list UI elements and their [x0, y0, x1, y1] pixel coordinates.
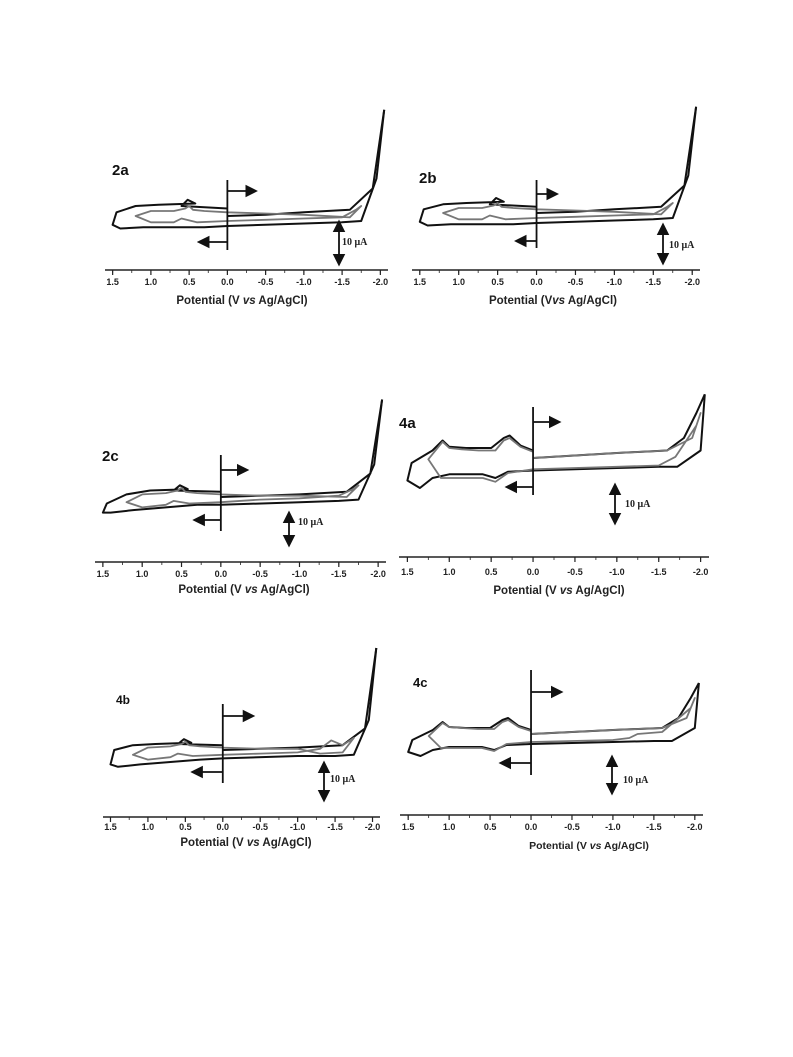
scale-label: 10 μA	[623, 775, 649, 786]
x-axis-label: Potential (V vs Ag/AgCl)	[493, 585, 625, 597]
cv-panel-2c	[90, 355, 388, 605]
scale-label: 10 μA	[342, 237, 368, 248]
x-tick-label: -2.0	[687, 822, 703, 832]
x-tick-label: -1.5	[327, 822, 343, 832]
series-reverse-scan	[537, 107, 697, 213]
panel-label: 4a	[399, 415, 416, 432]
x-tick-label: 0.0	[216, 822, 230, 832]
panel-label: 4b	[116, 693, 131, 707]
x-tick-label: 0.5	[175, 569, 188, 579]
series-reverse-scan	[221, 400, 382, 498]
x-tick-label: -0.5	[252, 822, 268, 832]
x-tick-label: 1.0	[442, 822, 456, 832]
x-tick-label: 0.5	[483, 822, 497, 832]
x-tick-label: 0.0	[526, 567, 540, 577]
x-tick-label: 1.5	[104, 822, 117, 832]
x-tick-label: -2.0	[692, 567, 709, 577]
x-tick-label: -0.5	[252, 569, 268, 579]
x-tick-label: 0.5	[484, 567, 498, 577]
x-tick-label: 0.0	[530, 277, 543, 287]
x-tick-label: -1.5	[646, 822, 662, 832]
x-tick-label: -0.5	[567, 567, 583, 577]
x-tick-label: -0.5	[257, 277, 274, 287]
x-tick-label: 1.5	[96, 569, 110, 579]
x-tick-label: 0.0	[221, 277, 234, 287]
x-tick-label: 0.5	[182, 277, 196, 287]
series-partial-scan	[136, 206, 362, 222]
series-reverse-scan	[533, 394, 705, 458]
cv-plot	[395, 645, 708, 860]
x-tick-label: -1.5	[645, 277, 662, 287]
series-reverse-scan	[223, 648, 376, 750]
x-tick-label: 0.5	[179, 822, 192, 832]
x-tick-label: 1.0	[135, 569, 149, 579]
panel-label: 4c	[413, 675, 428, 690]
cv-panel-4c	[395, 645, 708, 860]
x-tick-label: -1.5	[334, 277, 350, 287]
x-tick-label: -2.0	[684, 277, 700, 287]
x-axis-label: Potential (V vs Ag/AgCl)	[180, 837, 312, 849]
x-tick-label: -0.5	[567, 277, 584, 287]
x-tick-label: 1.0	[141, 822, 155, 832]
series-full-scan	[407, 394, 704, 488]
cv-plot	[393, 345, 711, 615]
x-axis-label: Potential (V vs Ag/AgCl)	[529, 840, 649, 852]
x-tick-label: -1.0	[296, 277, 312, 287]
x-tick-label: 0.0	[524, 822, 538, 832]
panel-label: 2b	[419, 170, 437, 187]
scale-label: 10 μA	[625, 499, 651, 510]
x-tick-label: 1.5	[413, 277, 427, 287]
scale-label: 10 μA	[669, 240, 695, 251]
x-tick-label: -2.0	[364, 822, 381, 832]
x-tick-label: 1.0	[443, 567, 456, 577]
x-tick-label: -1.0	[289, 822, 306, 832]
x-tick-label: -0.5	[564, 822, 580, 832]
x-tick-label: 1.0	[144, 277, 158, 287]
panel-label: 2c	[102, 448, 119, 465]
x-tick-label: -1.0	[606, 277, 623, 287]
x-tick-label: 1.0	[452, 277, 465, 287]
scale-label: 10 μA	[298, 517, 324, 528]
x-tick-label: -1.0	[609, 567, 625, 577]
x-axis-label: Potential (V vs Ag/AgCl)	[176, 295, 308, 307]
cv-plot	[405, 70, 702, 320]
x-tick-label: -1.0	[291, 569, 308, 579]
cv-panel-2a	[98, 70, 390, 320]
x-tick-label: -1.5	[650, 567, 667, 577]
x-axis-label: Potential (Vvs Ag/AgCl)	[488, 295, 617, 307]
series-reverse-scan	[531, 683, 699, 734]
x-tick-label: -1.0	[605, 822, 621, 832]
scale-label: 10 μA	[330, 774, 356, 785]
x-tick-label: 1.5	[106, 277, 119, 287]
x-tick-label: 1.5	[401, 567, 414, 577]
x-tick-label: -2.0	[372, 277, 389, 287]
cv-panel-4a	[393, 345, 711, 615]
series-partial-scan	[443, 203, 673, 219]
x-tick-label: 0.5	[491, 277, 504, 287]
x-tick-label: -2.0	[370, 569, 386, 579]
cv-plot	[100, 620, 382, 860]
x-tick-label: -1.5	[331, 569, 347, 579]
series-reverse-scan	[227, 110, 384, 216]
x-tick-label: 0.0	[214, 569, 228, 579]
cv-plot	[98, 70, 390, 320]
panel-label: 2a	[112, 162, 129, 179]
series-full-scan	[408, 683, 699, 756]
cv-panel-4b	[100, 620, 382, 860]
x-axis-label: Potential (V vs Ag/AgCl)	[178, 584, 310, 596]
cv-plot	[90, 355, 388, 605]
x-tick-label: 1.5	[401, 822, 415, 832]
cv-panel-2b	[405, 70, 702, 320]
